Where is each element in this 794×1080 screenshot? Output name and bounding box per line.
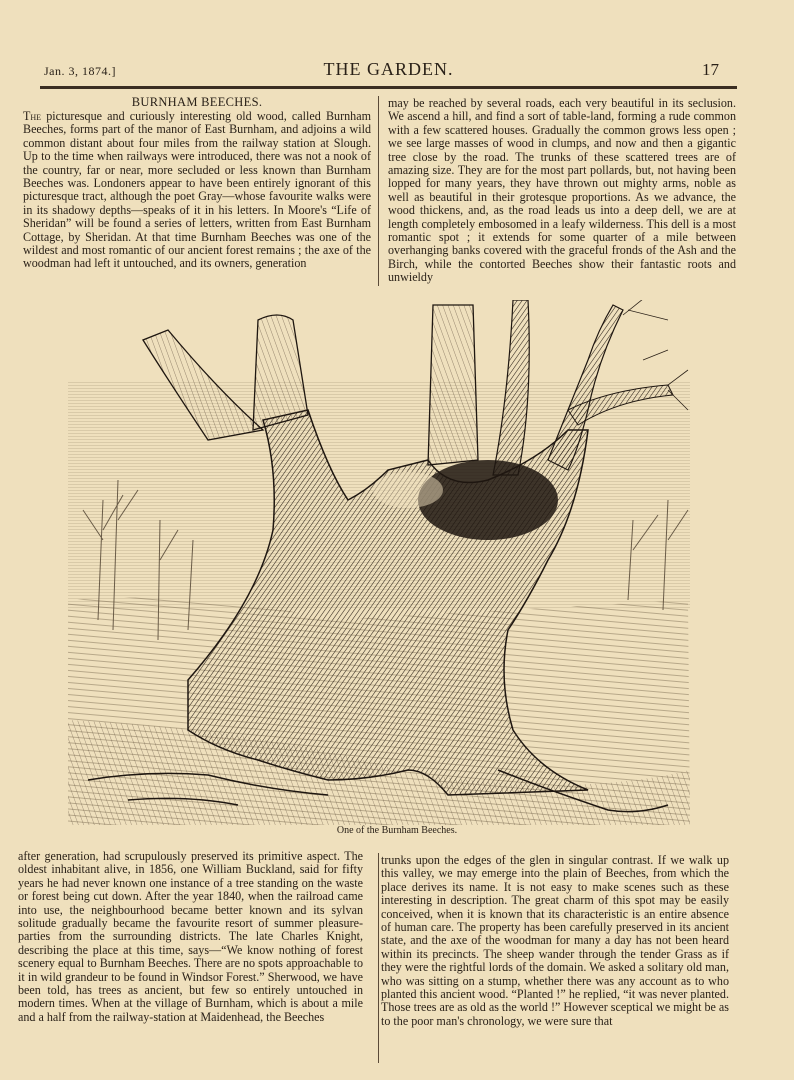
page-number: 17 — [702, 60, 719, 79]
issue-date: Jan. 3, 1874.] — [44, 64, 116, 78]
header-rule — [40, 88, 737, 89]
column-1-body: picturesque and curiously interesting old wood, called Burnham Beeches, forms part of the manor of East Burnham, and adjoins a wild common distant about four miles from the railway station at Slough. Up to the time when railways were introduced, there was not a nook of the country, far or near, more secluded or less known than Burnham Beeches was. Londoners appear to have been entirely ignorant of this picturesque tract, although the poet Gray—whose favourite walks were in its shadowy depths—speaks of it in his letters. In Moore's “Life of Sheridan” will be found a series of letters, written from East Burnham Cottage, by Sheridan. At that time Burnham Beeches was one of the wildest and most romantic of our ancient forest remains ; the axe of the woodman had left it untouched, and its owners, generation — [23, 109, 371, 271]
column-3-text — [18, 850, 363, 1024]
column-4-text — [381, 854, 729, 1028]
publication-title: THE GARDEN. — [323, 59, 454, 79]
column-divider-top — [378, 96, 379, 286]
column-3-body: after generation, had scrupulously preserved its primitive aspect. The oldest inhabitant alive, in 1856, one William Buckland, said for fifty years he had never known one instance of a tree standing on the waste or forest being cut down. After the year 1840, when the railroad came into use, the neighbourhood became better known and its sylvan solitude gradually became the favourite resort of summer pleasure-parties from the surrounding districts. The late Charles Knight, describing the place at this time, says—“We know nothing of forest scenery equal to Burnham Beeches. There are no spots approachable to it in wild grandeur to be found in Windsor Forest.” Sherwood, we have been told, has trees as ancient, but few so entirely untouched in modern times. When at the village of Burnham, which is about a mile and a half from the railway-station at Maidenhead, the Beeches — [18, 849, 363, 1024]
column-4-body: trunks upon the edges of the glen in singular contrast. If we walk up this valley, we may emerge into the plain of Beeches, from which the place derives its name. It is not easy to make scenes such as these interesting in description. The great charm of this spot may be easily conceived, when it is known that its characteristic is an entire absence of human care. The property has been carefully preserved in its ancient state, and the axe of the woodman for many a day has not been heard within its precincts. The sheep wander through the tender Grass as if they were the rightful lords of the domain. We asked a solitary old man, who was sitting on a stump, whether there was any account as to who planted this ancient wood. “Planted !” he replied, “it was never planted. Those trees are as old as the world !” However sceptical we might be as to the poor man's chronology, we were sure that — [381, 853, 729, 1028]
illustration-caption: One of the Burnham Beeches. — [336, 825, 458, 836]
first-word: The — [23, 109, 42, 123]
column-divider-bottom — [378, 853, 379, 1063]
column-2-body: may be reached by several roads, each very beautiful in its seclusion. We ascend a hill, and find a sort of table-land, forming a rude common with a few scattered houses. Gradually the common grows less open ; we see large masses of wood in clumps, and now and then a gigantic tree close by the road. The trunks of these scattered trees are of amazing size. They are for the most part pollards, but, not having been lopped for many years, they have thrown out mighty arms, noble as well as beautiful in their grotesque proportions. As we advance, the wood thickens, and, as the road leads us into a deep dell, we are at length completely embosomed in a leafy wilderness. This dell is a most romantic spot ; it extends for some quarter of a mile between overhanging banks covered with the graceful fronds of the Ash and the Birch, while the contorted Beeches show their fantastic roots and unwieldy — [388, 96, 736, 285]
column-2-text — [388, 97, 736, 285]
tree-engraving — [68, 300, 690, 825]
running-header — [40, 58, 737, 88]
article-heading: BURNHAM BEECHES. — [131, 95, 263, 109]
column-1-text — [23, 110, 371, 271]
